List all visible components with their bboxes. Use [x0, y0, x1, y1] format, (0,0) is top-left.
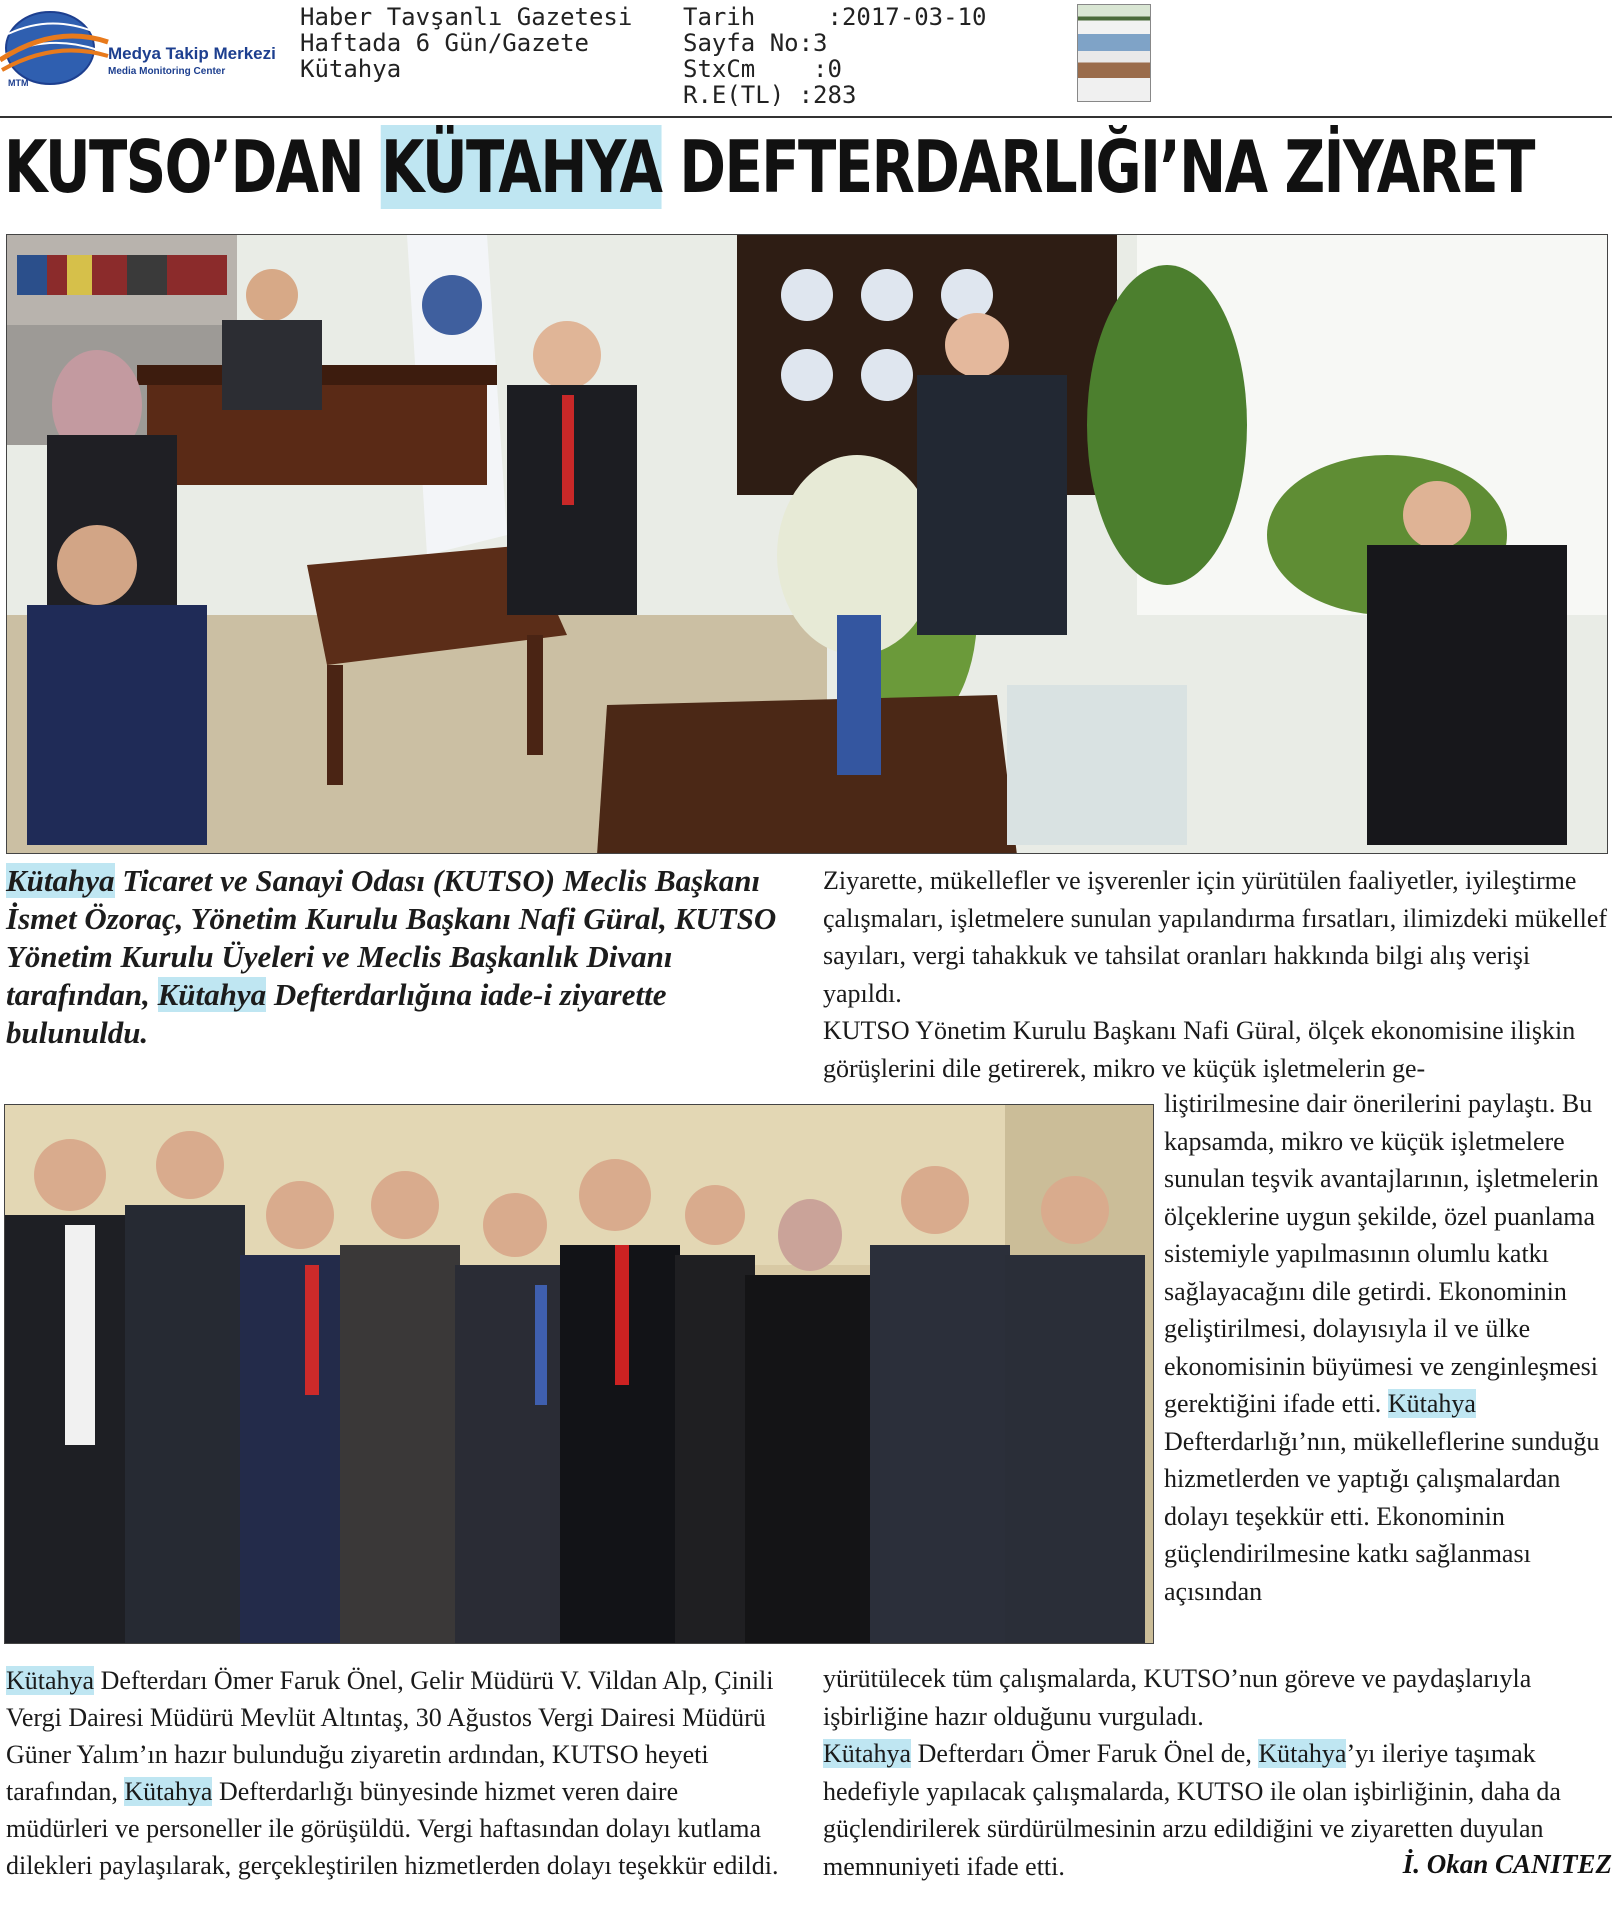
publication-info	[300, 4, 632, 82]
keyword-highlight: Kütahya	[6, 863, 115, 898]
body-text: liştirilmesine dair önerilerini paylaştı. Bu kapsamda, mikro ve küçük işletmelere sunulan teşvik avantajlarının, işletmelerin ölçeklerine uygun şekilde, özel puanlama sistemiyle yapılmasının olumlu katkı sağlayacağını dile getirdi. Ekonominin geliştirilmesi, dolayısıyla il ve ülke ekonomisinin büyümesi ve zenginleşmesi gerektiğini ifade etti.	[1164, 1089, 1599, 1418]
meta-value: :3	[798, 29, 828, 57]
headline	[4, 125, 1534, 209]
meta-value: :0	[813, 55, 842, 83]
body-paragraph: KUTSO Yönetim Kurulu Başkanı Nafi Güral, ölçek ekonomisine ilişkin görüşlerini dile getirerek, mikro ve küçük işletmelerin ge-	[823, 1016, 1576, 1083]
body-text: Defterdarı Ömer Faruk Önel, Gelir Müdürü V. Vildan Alp, Çinili Vergi Dairesi Müdürü Mevlüt Altıntaş, 30 Ağustos Vergi Dairesi Müdürü Güner Yalım’ın hazır bulunduğu ziyaretin ardından, KUTSO heyeti tarafından,	[6, 1666, 774, 1806]
clipping-meta	[683, 4, 986, 108]
keyword-highlight: Kütahya	[823, 1739, 912, 1768]
meeting-photo	[6, 234, 1608, 854]
keyword-highlight: Kütahya	[6, 1666, 95, 1695]
body-text: Defterdarı Ömer Faruk Önel de,	[911, 1739, 1259, 1768]
headline-highlight: KÜTAHYA	[381, 125, 662, 209]
meta-row	[683, 56, 986, 82]
publication-frequency: Haftada 6 Gün/Gazete	[300, 29, 589, 57]
keyword-highlight: Kütahya	[1258, 1739, 1347, 1768]
meta-label: R.E(TL)	[683, 81, 799, 109]
meta-label: Tarih	[683, 3, 828, 31]
keyword-highlight: Kütahya	[157, 977, 267, 1012]
meta-row	[683, 30, 986, 56]
headline-part1: KUTSO’DAN	[4, 125, 382, 209]
author-signature: İ. Okan CANITEZ	[1402, 1849, 1612, 1879]
body-text: ’yı ileriye taşımak hedefiyle yapılacak çalışmalarda, KUTSO ile olan işbirliğinin, daha da güçlendirilerek sürdürülmesinin arzu edildiğini ve ziyaretten duyulan memnuniyeti ifade etti.	[823, 1739, 1561, 1881]
publication-name: Haber Tavşanlı Gazetesi	[300, 3, 633, 31]
body-text: Defterdarlığı’nın, mükelleflerine sunduğu hizmetlerden ve yaptığı çalışmalardan dolayı teşekkür etti. Ekonominin güçlendirilmesine katkı sağlanması açısından	[1164, 1426, 1600, 1606]
publication-city: Kütahya	[300, 55, 402, 83]
group-photo	[4, 1104, 1154, 1644]
meta-label: StxCm	[683, 55, 814, 83]
body-paragraph: Ziyarette, mükellefler ve işverenler için yürütülen faaliyetler, iyileştirme çalışmaları, işletmelere sunulan yapılandırma fırsatları, ilimizdeki mükellef sayıları, vergi tahakkuk ve tahsilat oranları hakkında bilgi alış verişi yapıldı.	[823, 866, 1608, 1008]
body-column-wrap	[1164, 1085, 1616, 1610]
brand-abbr: MTM	[8, 78, 29, 88]
caption-column	[6, 1662, 786, 1884]
header-divider	[0, 116, 1612, 118]
meta-label: Sayfa No	[683, 29, 799, 57]
body-text: Defterdarlığı bünyesinde hizmet veren daire müdürleri ve personeller ile görüşüldü. Vergi haftasından dolayı kutlama dilekleri paylaşılarak, gerçekleştirilen hizmetlerden dolayı teşekkür edildi.	[6, 1777, 779, 1880]
body-paragraph: yürütülecek tüm çalışmalarda, KUTSO’nun göreve ve paydaşlarıyla işbirliğine hazır olduğunu vurguladı.	[823, 1664, 1532, 1731]
mtm-logo	[0, 4, 300, 92]
page-thumbnail[interactable]	[1077, 4, 1151, 102]
lead-text: Defterdarlığına iade-i ziyarette bulunuldu.	[6, 977, 667, 1050]
meta-row	[683, 82, 986, 108]
keyword-highlight: Kütahya	[1387, 1389, 1476, 1418]
meta-value: :283	[798, 81, 857, 109]
lead-text: Ticaret ve Sanayi Odası (KUTSO) Meclis Başkanı İsmet Özoraç, Yönetim Kurulu Başkanı Nafi Güral, KUTSO Yönetim Kurulu Üyeleri ve Meclis Başkanlık Divanı tarafından,	[6, 863, 777, 1012]
headline-part2: DEFTERDARLIĞI’NA ZİYARET	[661, 125, 1534, 209]
brand-subtitle: Media Monitoring Center	[108, 66, 226, 77]
lead-paragraph	[6, 862, 786, 1052]
brand-name: Medya Takip Merkezi	[108, 44, 276, 63]
meta-row	[683, 4, 986, 30]
meta-value: :2017-03-10	[827, 3, 987, 31]
keyword-highlight: Kütahya	[124, 1777, 213, 1806]
body-column-top	[823, 862, 1613, 1087]
